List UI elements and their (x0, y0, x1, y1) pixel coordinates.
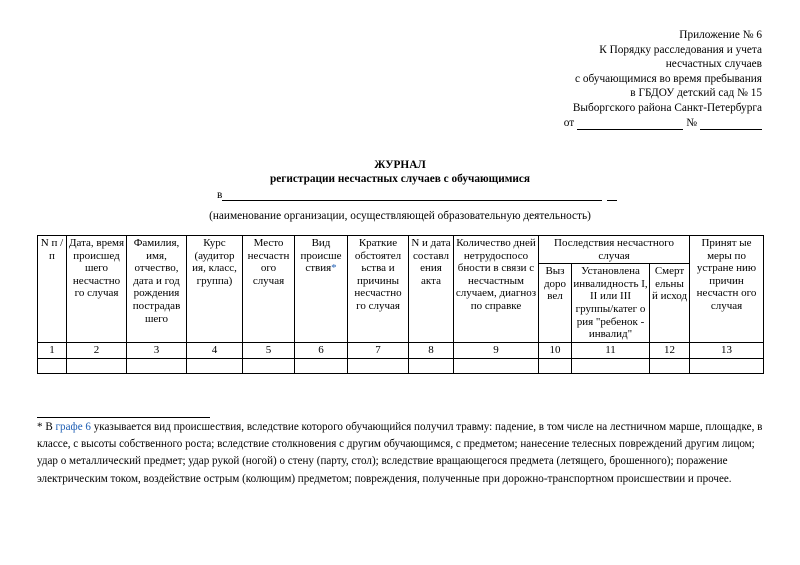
number-blank (700, 118, 762, 130)
column-number: 12 (650, 342, 690, 358)
empty-cell (295, 358, 348, 373)
column-number: 2 (67, 342, 127, 358)
empty-cell (187, 358, 243, 373)
header-cell: Курс (аудитор ия, класс, группа) (187, 236, 243, 343)
header-cell: Установлена инвалидность I, II или III группы/катег о рия "ребенок - инвалид" (572, 264, 650, 343)
footnote-prefix: В (42, 421, 56, 433)
org-prefix: в (217, 189, 223, 201)
header-cell: Фамилия, имя, отчество, дата и год рождения пострадав шего (127, 236, 187, 343)
empty-cell (690, 358, 764, 373)
header-cell-incident-type (295, 236, 348, 343)
header-text: Вид происше ствия (300, 237, 342, 275)
header-cell: N и дата составл ения акта (409, 236, 454, 343)
column-number: 7 (348, 342, 409, 358)
column-number: 13 (690, 342, 764, 358)
empty-cell (67, 358, 127, 373)
annex-header (564, 28, 762, 130)
column-number: 1 (38, 342, 67, 358)
footnote (37, 419, 767, 488)
date-blank (577, 118, 683, 130)
empty-cell (243, 358, 295, 373)
header-cell: Принят ые меры по устране нию причин несчастн ого случая (690, 236, 764, 343)
column-number: 11 (572, 342, 650, 358)
column-number: 4 (187, 342, 243, 358)
organization-line (217, 189, 617, 201)
journal-table (37, 235, 764, 374)
header-cell: Дата, время происшед шего несчастно го случая (67, 236, 127, 343)
header-cell: N п /п (38, 236, 67, 343)
empty-cell (650, 358, 690, 373)
column-number: 10 (539, 342, 572, 358)
column-6-link[interactable]: графе 6 (55, 421, 91, 433)
column-number: 8 (409, 342, 454, 358)
empty-cell (572, 358, 650, 373)
organization-blank-end (607, 189, 617, 201)
header-cell: Место несчастн ого случая (243, 236, 295, 343)
table-row (38, 358, 764, 373)
annex-date-number-line (564, 116, 762, 131)
annex-line: в ГБДОУ детский сад № 15 (630, 87, 762, 100)
header-row (38, 236, 764, 264)
organization-caption: (наименование организации, осуществляющей образовательную деятельность) (209, 210, 591, 222)
annex-line: с обучающимися во время пребывания (575, 72, 762, 85)
organization-blank (222, 189, 602, 201)
column-number-row (38, 342, 764, 358)
footnote-mark-link[interactable]: * (331, 262, 337, 275)
footnote-text: указывается вид происшествия, вследствие которого обучающийся получил травму: падение, в том числе на лестничном марше, площадке, в классе, с высоты собственного роста; вследствие столкновения с другим обучающимся, с предметом; нанесение телесных повреждений другим лицом; удар о металлический предмет; удар рукой (ногой) о стену (парту, стол); вследствие вращающегося предмета (летящего, брошенного); поражение электрическим током, воздействие острым (колющим) предметом; повреждения, полученные при дорожно-транспортном происшествии и прочее. (37, 421, 763, 485)
column-number: 9 (454, 342, 539, 358)
header-cell: Смерт ельны й исход (650, 264, 690, 343)
empty-cell (127, 358, 187, 373)
empty-cell (348, 358, 409, 373)
annex-line: Выборгского района Санкт-Петербурга (572, 101, 762, 114)
column-number: 5 (243, 342, 295, 358)
header-cell: Выз доро вел (539, 264, 572, 343)
header-cell: Количество дней нетрудоспосо бности в связи с несчастным случаем, диагноз по справке (454, 236, 539, 343)
empty-cell (38, 358, 67, 373)
from-label: от (563, 116, 575, 129)
annex-line: Приложение № 6 (679, 29, 762, 41)
empty-cell (539, 358, 572, 373)
empty-cell (454, 358, 539, 373)
journal-subtitle: регистрации несчастных случаев с обучающимися (269, 173, 531, 185)
empty-cell (409, 358, 454, 373)
header-cell: Краткие обстоятел ьства и причины несчастно го случая (348, 236, 409, 343)
annex-line: несчастных случаев (665, 58, 762, 71)
annex-line: К Порядку расследования и учета (599, 43, 762, 56)
footnote-mark: * (37, 421, 43, 433)
footnote-divider (37, 417, 210, 418)
column-number: 6 (295, 342, 348, 358)
number-label: № (686, 116, 697, 129)
header-group-consequences: Последствия несчастного случая (539, 236, 690, 264)
journal-title: ЖУРНАЛ (374, 159, 426, 171)
column-number: 3 (127, 342, 187, 358)
